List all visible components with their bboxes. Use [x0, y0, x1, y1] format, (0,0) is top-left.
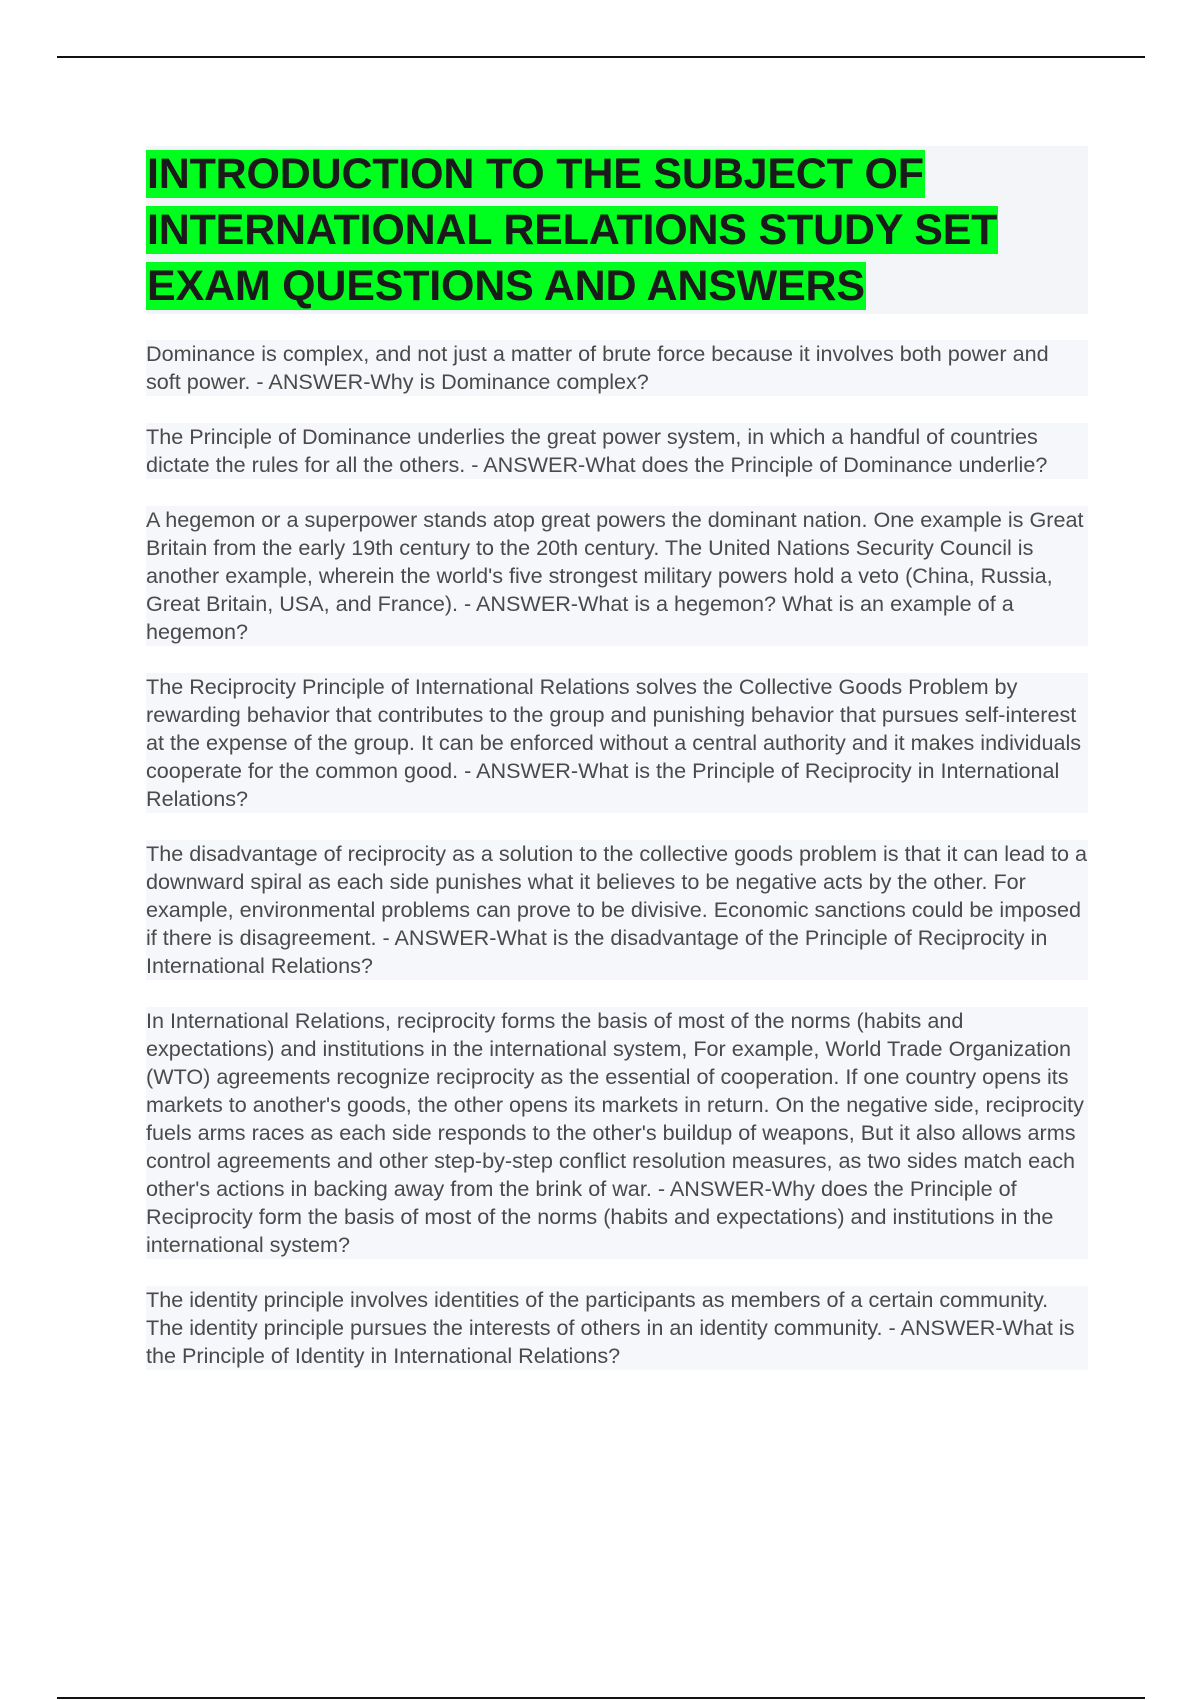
- qa-entry: The Principle of Dominance underlies the great power system, in which a handful of countries dictate the rules for all the others. - ANSWER-What does the Principle of Dominance underlie?: [146, 423, 1088, 479]
- qa-entry: Dominance is complex, and not just a matter of brute force because it involves both power and soft power. - ANSWER-Why is Dominance complex?: [146, 340, 1088, 396]
- title-highlight: INTRODUCTION TO THE SUBJECT OF INTERNATIONAL RELATIONS STUDY SET EXAM QUESTIONS AND ANSWERS: [147, 150, 998, 310]
- qa-entry: The Reciprocity Principle of International Relations solves the Collective Goods Problem by rewarding behavior that contributes to the group and punishing behavior that pursues self-interest at the expense of the group. It can be enforced without a central authority and it makes individuals cooperate for the common good. - ANSWER-What is the Principle of Reciprocity in International Relations?: [146, 673, 1088, 813]
- qa-entry: In International Relations, reciprocity forms the basis of most of the norms (habits and expectations) and institutions in the international system, For example, World Trade Organization (WTO) agreements recognize reciprocity as the essential of cooperation. If one country opens its markets to another's goods, the other opens its markets in return. On the negative side, reciprocity fuels arms races as each side responds to the other's buildup of weapons, But it also allows arms control agreements and other step-by-step conflict resolution measures, as two sides match each other's actions in backing away from the brink of war. - ANSWER-Why does the Principle of Reciprocity form the basis of most of the norms (habits and expectations) and institutions in the international system?: [146, 1007, 1088, 1259]
- qa-entry: The identity principle involves identities of the participants as members of a certain community. The identity principle pursues the interests of others in an identity community. - ANSWER-What is the Principle of Identity in International Relations?: [146, 1286, 1088, 1370]
- title-block: [146, 146, 1088, 314]
- qa-entry: A hegemon or a superpower stands atop great powers the dominant nation. One example is Great Britain from the early 19th century to the 20th century. The United Nations Security Council is another example, wherein the world's five strongest military powers hold a veto (China, Russia, Great Britain, USA, and France). - ANSWER-What is a hegemon? What is an example of a hegemon?: [146, 506, 1088, 646]
- top-rule: [57, 56, 1145, 58]
- document-title: [146, 146, 1088, 314]
- document-body: [146, 146, 1088, 1397]
- qa-entry: The disadvantage of reciprocity as a solution to the collective goods problem is that it can lead to a downward spiral as each side punishes what it believes to be negative acts by the other. For example, environmental problems can prove to be divisive. Economic sanctions could be imposed if there is disagreement. - ANSWER-What is the disadvantage of the Principle of Reciprocity in International Relations?: [146, 841, 1088, 978]
- bottom-rule: [57, 1697, 1145, 1699]
- qa-list: [146, 340, 1088, 1370]
